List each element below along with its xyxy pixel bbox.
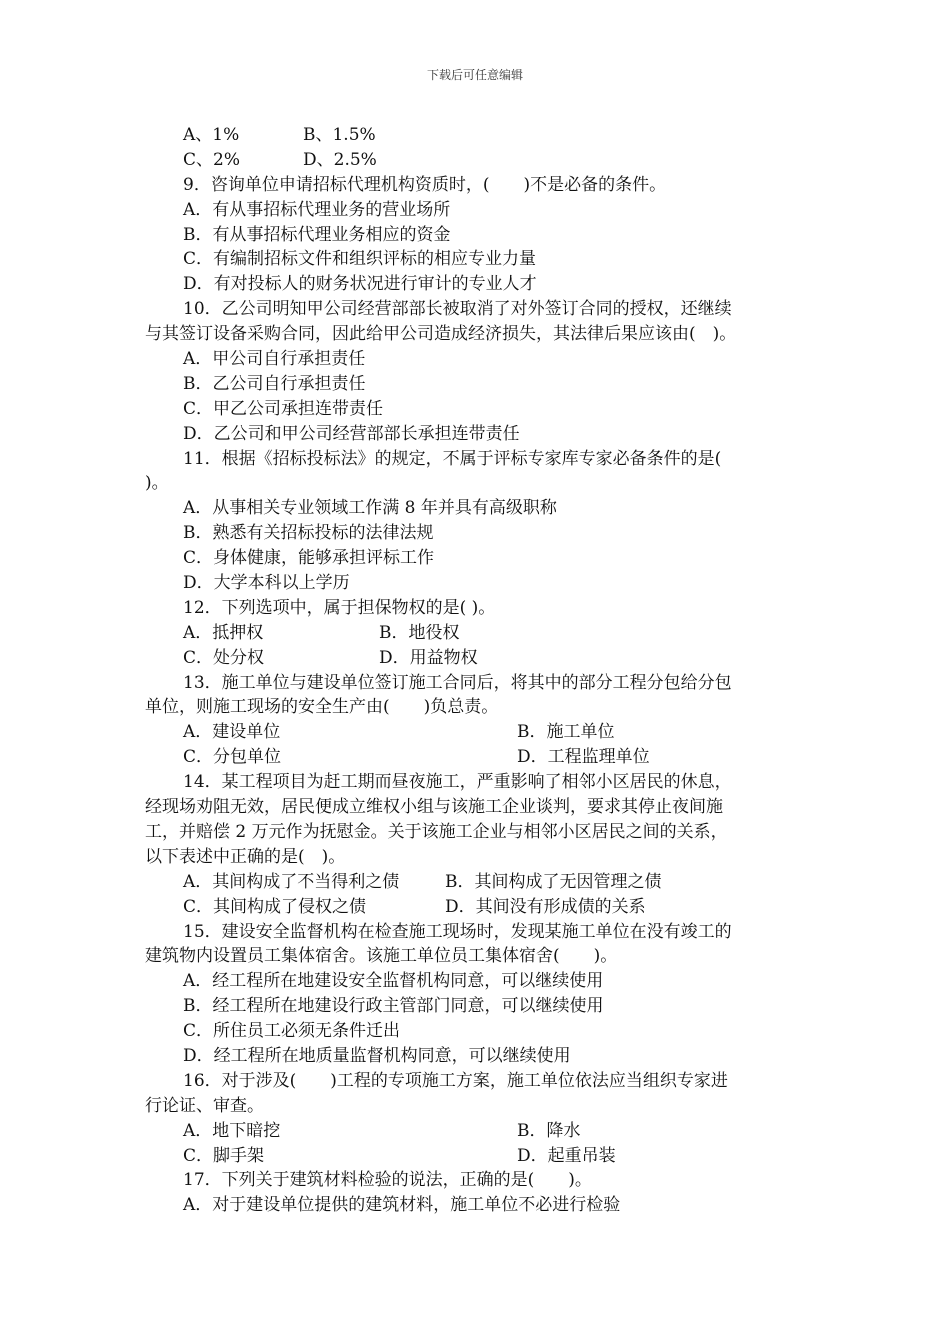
option-row xyxy=(145,1119,805,1144)
question-14-cont: 经现场劝阻无效，居民便成立维权小组与该施工企业谈判，要求其停止夜间施 xyxy=(145,797,723,818)
question-17: 17．下列关于建筑材料检验的说法，正确的是( )。 xyxy=(183,1170,592,1191)
option-line: D．有对投标人的财务状况进行审计的专业人才 xyxy=(183,274,537,295)
option-d: D．工程监理单位 xyxy=(517,747,650,768)
option-line: A．对于建设单位提供的建筑材料，施工单位不必进行检验 xyxy=(183,1195,621,1216)
question-14-cont: 以下表述中正确的是( )。 xyxy=(145,846,346,867)
option-row xyxy=(145,895,805,920)
option-line: A．甲公司自行承担责任 xyxy=(183,349,366,370)
option-b: B．施工单位 xyxy=(517,722,615,743)
page-header: 下载后可任意编辑 xyxy=(426,68,523,82)
option-c: C．处分权 xyxy=(183,647,265,668)
question-13-cont: 单位，则施工现场的安全生产由( )负总责。 xyxy=(145,697,499,718)
option-row xyxy=(145,621,805,646)
option-line: C．身体健康，能够承担评标工作 xyxy=(183,548,435,569)
option-a: A．建设单位 xyxy=(183,722,281,743)
option-c: C．分包单位 xyxy=(183,747,282,768)
question-14-cont: 工，并赔偿 2 万元作为抚慰金。关于该施工企业与相邻小区居民之间的关系， xyxy=(145,821,728,842)
option-c: C、2% xyxy=(183,149,240,170)
question-15: 15．建设安全监督机构在检查施工现场时，发现某施工单位在没有竣工的 xyxy=(183,921,732,942)
option-row xyxy=(145,123,805,148)
option-line: D．大学本科以上学历 xyxy=(183,573,350,594)
option-row xyxy=(145,1144,805,1169)
option-line: C．所住员工必须无条件迁出 xyxy=(183,1021,401,1042)
question-10: 10．乙公司明知甲公司经营部部长被取消了对外签订合同的授权，还继续 xyxy=(183,299,732,320)
option-line: C．有编制招标文件和组织评标的相应专业力量 xyxy=(183,249,537,270)
question-13: 13．施工单位与建设单位签订施工合同后，将其中的部分工程分包给分包 xyxy=(183,672,732,693)
option-a: A．地下暗挖 xyxy=(183,1120,281,1141)
option-row xyxy=(145,720,805,745)
question-12: 12．下列选项中，属于担保物权的是( )。 xyxy=(183,597,496,618)
option-line: B．熟悉有关招标投标的法律法规 xyxy=(183,523,434,544)
document-body xyxy=(145,123,805,1218)
option-d: D．起重吊装 xyxy=(517,1145,616,1166)
option-a: A、1% xyxy=(183,125,240,145)
option-line: B．有从事招标代理业务相应的资金 xyxy=(183,224,451,245)
option-d: D．其间没有形成债的关系 xyxy=(445,896,646,917)
option-row xyxy=(145,870,805,895)
question-16-cont: 行论证、审查。 xyxy=(145,1095,264,1116)
option-line: B．经工程所在地建设行政主管部门同意，可以继续使用 xyxy=(183,996,604,1017)
option-line: D．经工程所在地质量监督机构同意，可以继续使用 xyxy=(183,1045,571,1066)
question-11: 11．根据《招标投标法》的规定，不属于评标专家库专家必备条件的是( xyxy=(183,448,722,469)
question-15-cont: 建筑物内设置员工集体宿舍。该施工单位员工集体宿舍( )。 xyxy=(145,946,618,967)
option-c: C．脚手架 xyxy=(183,1145,265,1166)
option-line: A．从事相关专业领域工作满 8 年并具有高级职称 xyxy=(183,498,557,519)
option-b: B．降水 xyxy=(517,1120,581,1141)
option-row xyxy=(145,646,805,671)
option-row xyxy=(145,745,805,770)
question-9: 9．咨询单位申请招标代理机构资质时，( )不是必备的条件。 xyxy=(183,174,667,195)
option-b: B．地役权 xyxy=(379,622,460,643)
option-b: B、1.5% xyxy=(303,125,376,145)
question-14: 14．某工程项目为赶工期而昼夜施工，严重影响了相邻小区居民的休息， xyxy=(183,772,732,793)
option-d: D．用益物权 xyxy=(379,647,478,668)
option-line: A．有从事招标代理业务的营业场所 xyxy=(183,199,451,220)
option-a: A．抵押权 xyxy=(183,622,264,643)
option-d: D、2.5% xyxy=(303,149,377,170)
option-line: D．乙公司和甲公司经营部部长承担连带责任 xyxy=(183,423,520,444)
option-line: C．甲乙公司承担连带责任 xyxy=(183,398,384,419)
option-b: B．其间构成了无因管理之债 xyxy=(445,871,662,892)
option-a: A．其间构成了不当得利之债 xyxy=(183,871,400,892)
option-row xyxy=(145,148,805,173)
question-16: 16．对于涉及( )工程的专项施工方案，施工单位依法应当组织专家进 xyxy=(183,1070,728,1091)
question-10-cont: 与其签订设备采购合同，因此给甲公司造成经济损失，其法律后果应该由( )。 xyxy=(145,324,737,345)
option-line: B．乙公司自行承担责任 xyxy=(183,373,366,394)
question-11-cont: )。 xyxy=(145,473,169,494)
option-line: A．经工程所在地建设安全监督机构同意，可以继续使用 xyxy=(183,971,604,992)
option-c: C．其间构成了侵权之债 xyxy=(183,896,367,917)
